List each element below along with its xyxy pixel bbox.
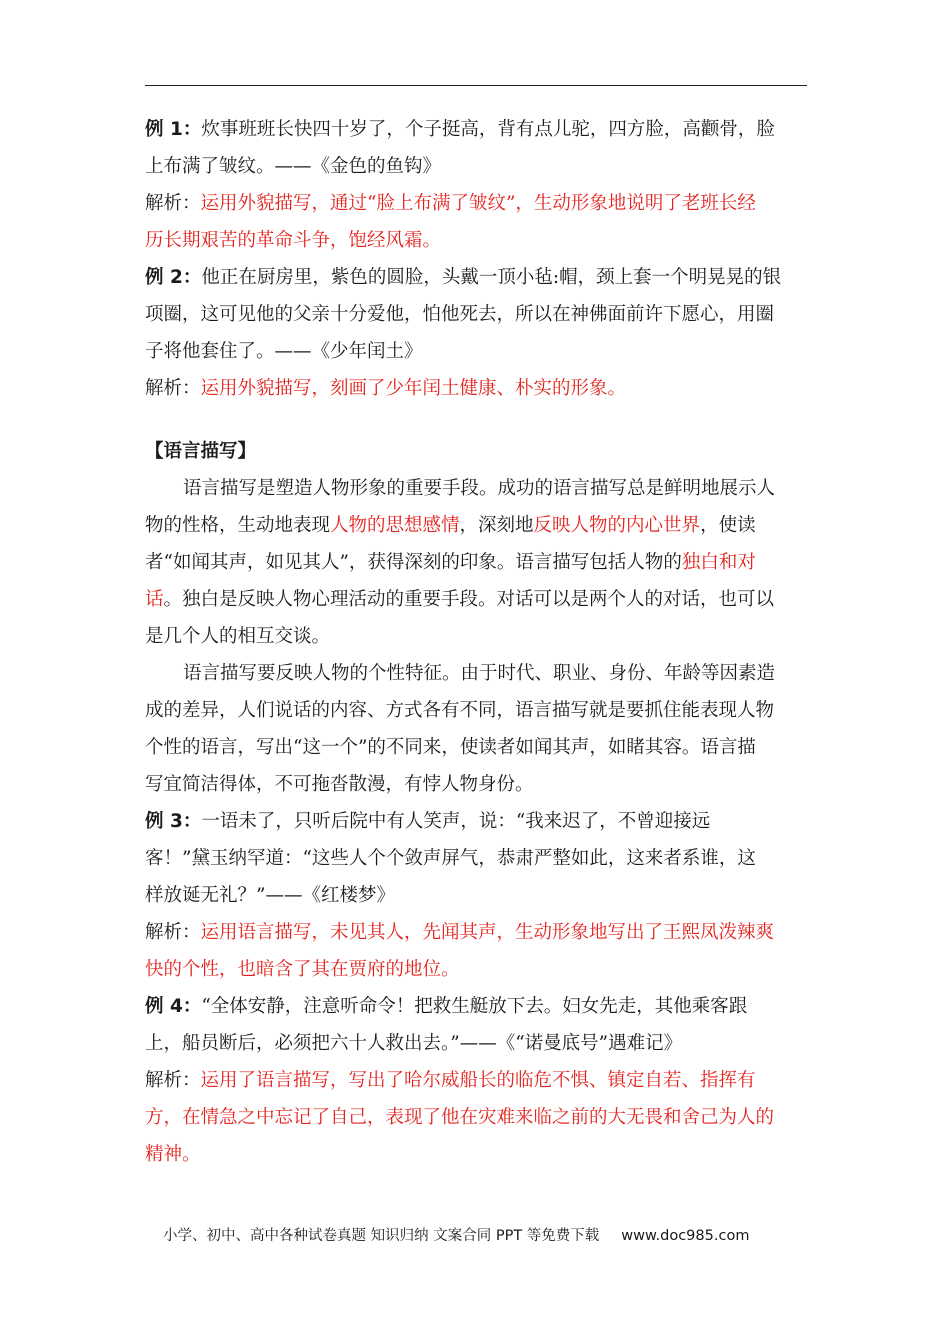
text-line <box>145 370 800 407</box>
body-text: 成的差异，人们说话的内容、方式各有不同，语言描写就是要抓住能表现人物 <box>145 700 775 721</box>
text-line <box>145 433 800 470</box>
section-gap <box>145 407 800 433</box>
block-an3 <box>145 914 800 988</box>
footer-url[interactable]: www.doc985.com <box>621 1228 750 1244</box>
block-ex3 <box>145 803 800 914</box>
label-text: 例 1： <box>145 119 202 140</box>
body-text: 语言描写要反映人物的个性特征。由于时代、职业、身份、年龄等因素造 <box>183 663 776 684</box>
block-ex1 <box>145 111 800 185</box>
body-text: ，深刻地 <box>459 515 534 536</box>
highlight-text: 独白和对 <box>681 552 756 573</box>
text-line <box>145 803 800 840</box>
text-line <box>145 148 800 185</box>
highlight-text: 人物的思想感情 <box>330 515 460 536</box>
block-ex2 <box>145 259 800 370</box>
label-text: 【语言描写】 <box>145 441 257 462</box>
body-text: 一语未了，只听后院中有人笑声，说：“我来迟了，不曾迎接远 <box>201 811 711 832</box>
text-line <box>145 333 800 370</box>
body-text: 个性的语言，写出“这一个”的不同来，使读者如闻其声，如睹其容。语言描 <box>145 737 756 758</box>
block-an2 <box>145 370 800 407</box>
page-footer <box>163 1224 749 1245</box>
body-text: 。独白是反映人物心理活动的重要手段。对话可以是两个人的对话，也可以 <box>163 589 775 610</box>
highlight-text: 方，在情急之中忘记了自己，表现了他在灾难来临之前的大无畏和舍己为人的 <box>145 1107 775 1128</box>
text-line <box>145 222 800 259</box>
label-text: 例 3： <box>145 811 202 832</box>
text-line <box>145 1099 800 1136</box>
body-text: 上布满了皱纹。——《金色的鱼钩》 <box>145 156 442 177</box>
text-line <box>145 581 800 618</box>
text-line <box>145 914 800 951</box>
text-line <box>145 692 800 729</box>
text-line <box>145 544 800 581</box>
block-an4 <box>145 1062 800 1173</box>
body-text: 写宜简洁得体，不可拖沓散漫，有悖人物身份。 <box>145 774 534 795</box>
highlight-text: 快的个性，也暗含了其在贾府的地位。 <box>145 959 460 980</box>
text-line <box>145 655 800 692</box>
body-text: 解析： <box>145 922 201 943</box>
footer-text: 小学、初中、高中各种试卷真题 知识归纳 文案合同 PPT 等免费下载 <box>163 1228 600 1244</box>
block-para1 <box>145 470 800 655</box>
text-line <box>145 618 800 655</box>
body-text: 解析： <box>145 1070 201 1091</box>
block-heading <box>145 433 800 470</box>
highlight-text: 运用语言描写，未见其人，先闻其声，生动形象地写出了王熙凤泼辣爽 <box>200 922 775 943</box>
text-line <box>145 951 800 988</box>
highlight-text: 运用了语言描写，写出了哈尔威船长的临危不惧、镇定自若、指挥有 <box>200 1070 756 1091</box>
label-text: 例 2： <box>145 267 202 288</box>
text-line <box>145 1025 800 1062</box>
block-ex4 <box>145 988 800 1062</box>
body-text: 解析： <box>145 193 201 214</box>
text-line <box>145 1062 800 1099</box>
body-text: 语言描写是塑造人物形象的重要手段。成功的语言描写总是鲜明地展示人 <box>183 478 776 499</box>
body-text: 物的性格，生动地表现 <box>145 515 331 536</box>
body-text: 样放诞无礼？”——《红楼梦》 <box>145 885 395 906</box>
text-line <box>145 470 800 507</box>
body-text: 解析： <box>145 378 201 399</box>
document-body <box>145 111 800 1173</box>
body-text: 者“如闻其声，如见其人”，获得深刻的印象。语言描写包括人物的 <box>145 552 682 573</box>
body-text: 他正在厨房里，紫色的圆脸，头戴一顶小毡:帽，颈上套一个明晃晃的银 <box>201 267 782 288</box>
highlight-text: 话 <box>145 589 164 610</box>
header-rule <box>145 85 807 86</box>
body-text: 子将他套住了。——《少年闰土》 <box>145 341 423 362</box>
body-text: 是几个人的相互交谈。 <box>145 626 331 647</box>
label-text: 例 4： <box>145 996 202 1017</box>
text-line <box>145 877 800 914</box>
body-text: 项圈，这可见他的父亲十分爱他，怕他死去，所以在神佛面前许下愿心，用圈 <box>145 304 775 325</box>
highlight-text: 精神。 <box>145 1144 201 1165</box>
highlight-text: 运用外貌描写，通过“脸上布满了皱纹”，生动形象地说明了老班长经 <box>200 193 756 214</box>
text-line <box>145 185 800 222</box>
body-text: 上，船员断后，必须把六十人救出去。”——《“诺曼底号”遇难记》 <box>145 1033 683 1054</box>
text-line <box>145 507 800 544</box>
block-para2 <box>145 655 800 803</box>
body-text: “全体安静，注意听命令！把救生艇放下去。妇女先走，其他乘客跟 <box>201 996 748 1017</box>
text-line <box>145 840 800 877</box>
text-line <box>145 766 800 803</box>
body-text: 客！”黛玉纳罕道：“这些人个个敛声屏气，恭肃严整如此，这来者系谁，这 <box>145 848 756 869</box>
body-text: 炊事班班长快四十岁了，个子挺高，背有点儿驼，四方脸，高颧骨，脸 <box>201 119 775 140</box>
highlight-text: 运用外貌描写，刻画了少年闰土健康、朴实的形象。 <box>200 378 627 399</box>
text-line <box>145 1136 800 1173</box>
text-line <box>145 111 800 148</box>
block-an1 <box>145 185 800 259</box>
text-line <box>145 259 800 296</box>
highlight-text: 反映人物的内心世界 <box>533 515 701 536</box>
text-line <box>145 988 800 1025</box>
highlight-text: 历长期艰苦的革命斗争，饱经风霜。 <box>145 230 442 251</box>
text-line <box>145 296 800 333</box>
text-line <box>145 729 800 766</box>
body-text: ，使读 <box>700 515 756 536</box>
